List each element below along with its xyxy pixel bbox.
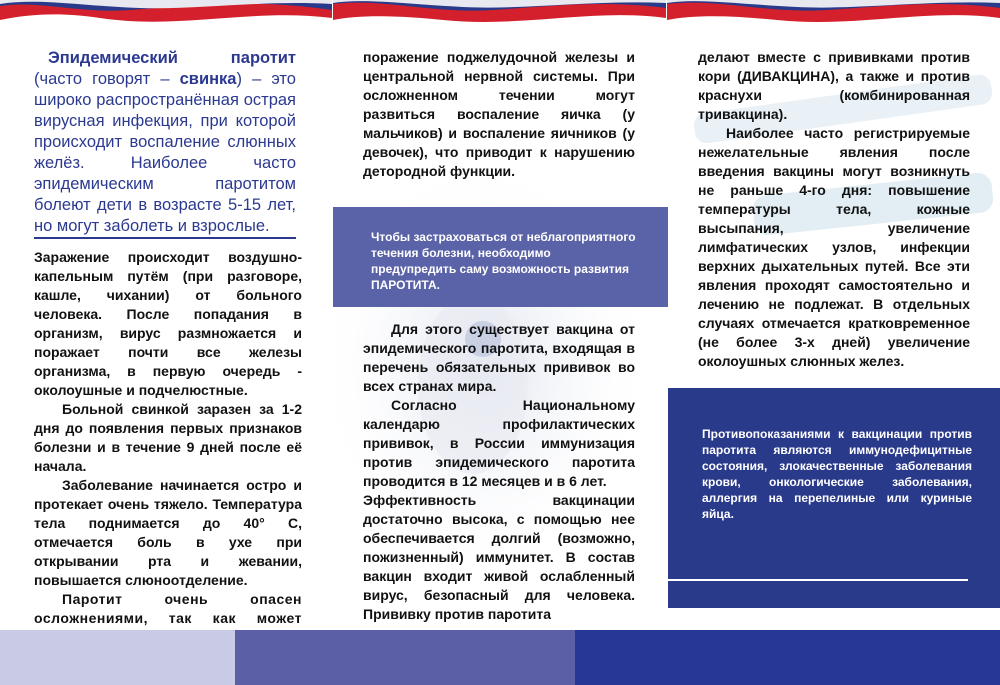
ribbon-col3 <box>667 0 1000 34</box>
paragraph: Для этого существует вакцина от эпидемического паротита, входящая в перечень обязательных прививок во всех странах мира. <box>363 321 635 394</box>
column-2-top <box>363 48 635 181</box>
column-1 <box>34 48 296 237</box>
term-svinka: свинка <box>179 70 237 88</box>
paragraph: Согласно Национальному календарю профилактических прививок, в России иммунизация против эпидемического паротита проводится в 12 месяцев и в 6 лет. <box>363 397 635 489</box>
paragraph: Паротит очень опасен осложнениями, так как может <box>34 591 302 626</box>
paragraph: Заражение происходит воздушно-капельным путём (при разговоре, кашле, чихании) от больного человека. После попадания в организм, вирус размножается и поражает почти все железы организма, в первую очередь - околоушные и подчелюстные. <box>34 249 302 398</box>
footer-band-light <box>0 630 235 685</box>
paragraph: Больной свинкой заразен за 1-2 дня до появления первых признаков болезни и в течение 9 дней после её начала. <box>34 401 302 474</box>
intro-paragraph: Эпидемический паротит (часто говорят – свинка) – это широко распространённая острая вирусная инфекция, при которой происходит воспаление слюнных желёз. Наиболее часто эпидемическим паротитом болеют дети в возрасте 5-15 лет, но могут заболеть и взрослые. <box>34 49 296 235</box>
contraindications-box <box>668 388 1000 608</box>
column-divider-line <box>34 237 296 239</box>
paragraph: Наиболее часто регистрируемые нежелательные явления после введения вакцины могут возникнуть не раньше 4-го дня: повышение температуры тела, кожные высыпания, увеличение лимфатических узлов, инфекции верхних дыхательных путей. Все эти явления проходят самостоятельно и лечению не подлежат. В отдельных случаях отмечается кратковременное (не более 3-х дней) увеличение околоушных слюнных желез. <box>698 125 970 369</box>
contraindications-text: Противопоказаниями к вакцинации против паротита являются иммунодефицитные состояния, злокачественные заболевания крови, онкологические заболевания, аллергия на перепелиные или куриные яйца. <box>702 427 972 521</box>
paragraph: делают вместе с прививками против кори (ДИВАКЦИНА), а также и против краснухи (комбинированная тривакцина). <box>698 49 970 122</box>
tricolor-ribbon-icon <box>333 0 666 34</box>
callout-box <box>333 207 668 307</box>
box-underline <box>668 579 968 581</box>
column-2-body <box>363 320 635 624</box>
callout-text: Чтобы застраховаться от неблагоприятного течения болезни, необходимо предупредить саму возможность развития ПАРОТИТА. <box>371 230 636 292</box>
paragraph: поражение поджелудочной железы и центральной нервной системы. При осложненном течении могут развиться воспаление яичка (у мальчиков) и воспаление яичников (у девочек), что приводит к нарушению детородной функции. <box>363 49 635 179</box>
tricolor-ribbon-icon <box>667 0 1000 34</box>
paragraph: Заболевание начинается остро и протекает очень тяжело. Температура тела поднимается до 40° С, отмечается боль в ухе при открывании рта и жевании, повышается слюноотделение. <box>34 477 302 588</box>
footer-band-mid <box>235 630 575 685</box>
ribbon-col1 <box>0 0 332 34</box>
column-1-body <box>34 248 302 647</box>
tricolor-ribbon-icon <box>0 0 332 34</box>
ribbon-col2 <box>333 0 666 34</box>
footer-band-dark <box>575 630 1000 685</box>
term-mumps: Эпидемический паротит <box>48 49 296 67</box>
column-3-top <box>698 48 970 371</box>
paragraph: Эффективность вакцинации достаточно высока, с помощью нее обеспечивается долгий (возможно, пожизненный) иммунитет. В состав вакцин входит живой ослабленный вирус, безопасный для человека. Прививку против паротита <box>363 492 635 622</box>
